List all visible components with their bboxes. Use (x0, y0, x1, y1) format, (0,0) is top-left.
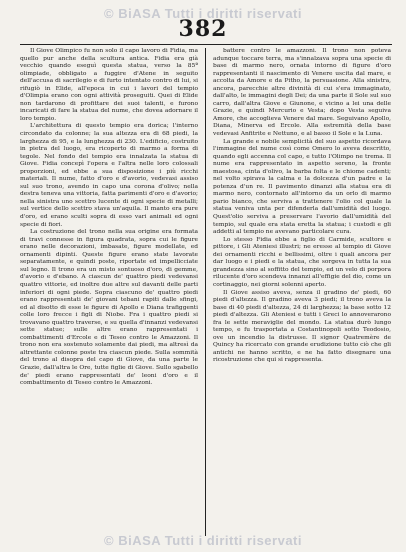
paragraph: Il Giove Olimpico fu non solo il capo lavoro di Fidia, ma quello pur anche della scultura antica. Fidia era già vecchio quando eseguì questa statua, verso la 85ª olimpiade, obbligato a fuggire d'Atene in seguito dell'accusa di sacrilegio e di furto intentato contro di lui, si rifugiò in Elide, all'epoca in cui i lavori del tempio d'Olimpia erano con ogni attività proseguiti. Quei di Elide non tardarono di profittare dei suoi talenti, e furono incaricati di fare la statua del nume, che dovea adornare il loro tempio. (20, 48, 198, 122)
header-rule (20, 44, 392, 45)
watermark: © BiASA Tutti i diritti riservati (104, 533, 302, 548)
paragraph: La grande e nobile semplicità del suo aspetto ricordava l'immagine del nume così come Omero lo aveva descritto, quando egli accenna col capo, e tutto l'Olimpo ne trema. Il nume era rappresentato in aspetto sereno, la fronte maestosa, cinta d'olivo, la barba folta e le chiome cadenti; nel volto spirava la calma e la dolcezza d'un padre e la potenza d'un re. Il pavimento dinanzi alla statua era di marmo nero, contornato all'intorno da un orlo di marmo pario bianco, che serviva a trattenere l'olio col quale la statua veniva unta per difenderla dall'umidità del luogo. Quest'olio serviva a preservare l'avorio dall'umidità del tempio, sul quale era stata eretta la statua; i custodi e gli addetti al tempio ne avevano particolare cura. (213, 138, 391, 236)
right-column (213, 48, 391, 536)
page-number: 382 (178, 16, 228, 42)
left-column (20, 48, 198, 536)
watermark: © BiASA Tutti i diritti riservati (104, 6, 302, 21)
paragraph: Lo stesso Fidia ebbe a figlio di Carmide, scultore e pittore, i Gli Ateniesi illustri; ne eresse al tempio di Giove dei ornamenti ricchi e bellissimi, oltre i quali ancora per dar luogo e i piedi e la statua, che sorgeva in tutta la sua grandezza sino al soffitto del tempio, ed un velo di porpora rilucente d'oro scendeva innanzi all'effigie del dio, come un cortinaggio, nei giorni solenni aperto. (213, 236, 391, 288)
paragraph: L'architettura di questo tempio era dorica; l'interno circondato da colonne; la sua altezza era di 68 piedi, la larghezza di 95, e la lunghezza di 230. L'edificio, costruito in pietra del luogo, era ricoperto di marmo a forma di tegole. Nel fondo del tempio era innalzata la statua di Giove. Fidia concepì l'opera e l'altra nelle loro colossali proporzioni, ed ebbe a sua disposizione i più ricchi materiali. Il nume, fatto d'oro e d'avorio, vedevasi assiso sul suo trono, avendo in capo una corona d'olivo; nella destra teneva una vittoria, fatta parimenti d'oro e d'avorio; nella sinistra uno scettro lucente di ogni specie di metalli; sul vertice dello scettro stava un'aquila. Il manto era pure d'oro, ed erano sculti sopra di esso vari animali ed ogni specie di fiori. (20, 123, 198, 228)
paragraph: battere contro le amazzoni. Il trono non poteva adunque toccare terra, ma s'innalzava sopra una specie di base di marmo nero, ornata intorno di figure d'oro rappresentanti il nascimento di Venere uscita dal mare, e accolta da Amore e da Pitho, la persuasione. Alla sinistra, ancora, parecchie altre divinità di cui s'era immaginato, dall'alto, le immagini degli Dei; da una parte il Sole sul suo carro, dall'altra Giove e Giunone, e vicino a lei una delle Grazie, e quindi Mercurio e Vesta; dopo Vesta seguiva Amore, che accoglieva Venere dal mare. Seguivano Apollo, Diana, Minerva ed Ercole. Alla estremità della base vedevasi Anfitrite e Nettuno, e al basso il Sole e la Luna. (213, 48, 391, 138)
paragraph: La costruzione del trono nella sua origine era formata di travi connesse in figura quadrata, sopra cui le figure erano nelle decorazioni, imbasate, figure modellate, ed ornamenti dipinti. Queste figure erano state lavorate separatamente, e quindi poste, riportate ed impellicciate sul legno. Il trono era un misto sontuoso d'oro, di gemme, d'avorio e d'ebano. A ciascun de' quattro piedi vedevansi quattro vittorie, ed inoltre due altre sul davanti delle parti inferiori di ogni piede. Sopra ciascuno de' quattro piedi erano rappresentati de' giovani tebani rapiti dalle sfingi, ed al disotto di esse le figure di Apollo e Diana trafiggenti colle loro frecce i figli di Niobe. Fra i quattro piedi si trovavano quattro traverse, e su quella d'innanzi vedevansi sette statue; sulle altre erano rappresentati i combattimenti d'Ercole e di Teseo contro le Amazzoni. Il trono non era sostenuto solamente dai piedi, ma altresì da altrettante colonne poste tra ciascun piede. Sulla sommità del trono al disopra del capo di Giove, da una parte le Grazie, dall'altra le Ore, tutte figlie di Giove. Sullo sgabello de' piedi erano rappresentati de' leoni d'oro e il combattimento di Teseo contro le Amazzoni. (20, 229, 198, 387)
column-divider (205, 48, 206, 536)
paragraph: Il Giove assiso aveva, senza il gradino de' piedi, 60 piedi d'altezza. Il gradino aveva 3 piedi; il trono aveva la base di 40 piedi d'altezza, 24 di larghezza; la base sotto 12 piedi d'altezza. Gli Ateniesi e tutti i Greci lo annoverarono fra le sette meraviglie del mondo. La statua durò lungo tempo, e fu trasportata a Costantinopoli sotto Teodosio, ove un incendio la distrusse. Il signor Quatremère de Quincy ha ricercato con grande erudizione tutto ciò che gli antichi ne hanno scritto, e ne ha fatto disegnare una ricostruzione che qui si rappresenta. (213, 289, 391, 364)
